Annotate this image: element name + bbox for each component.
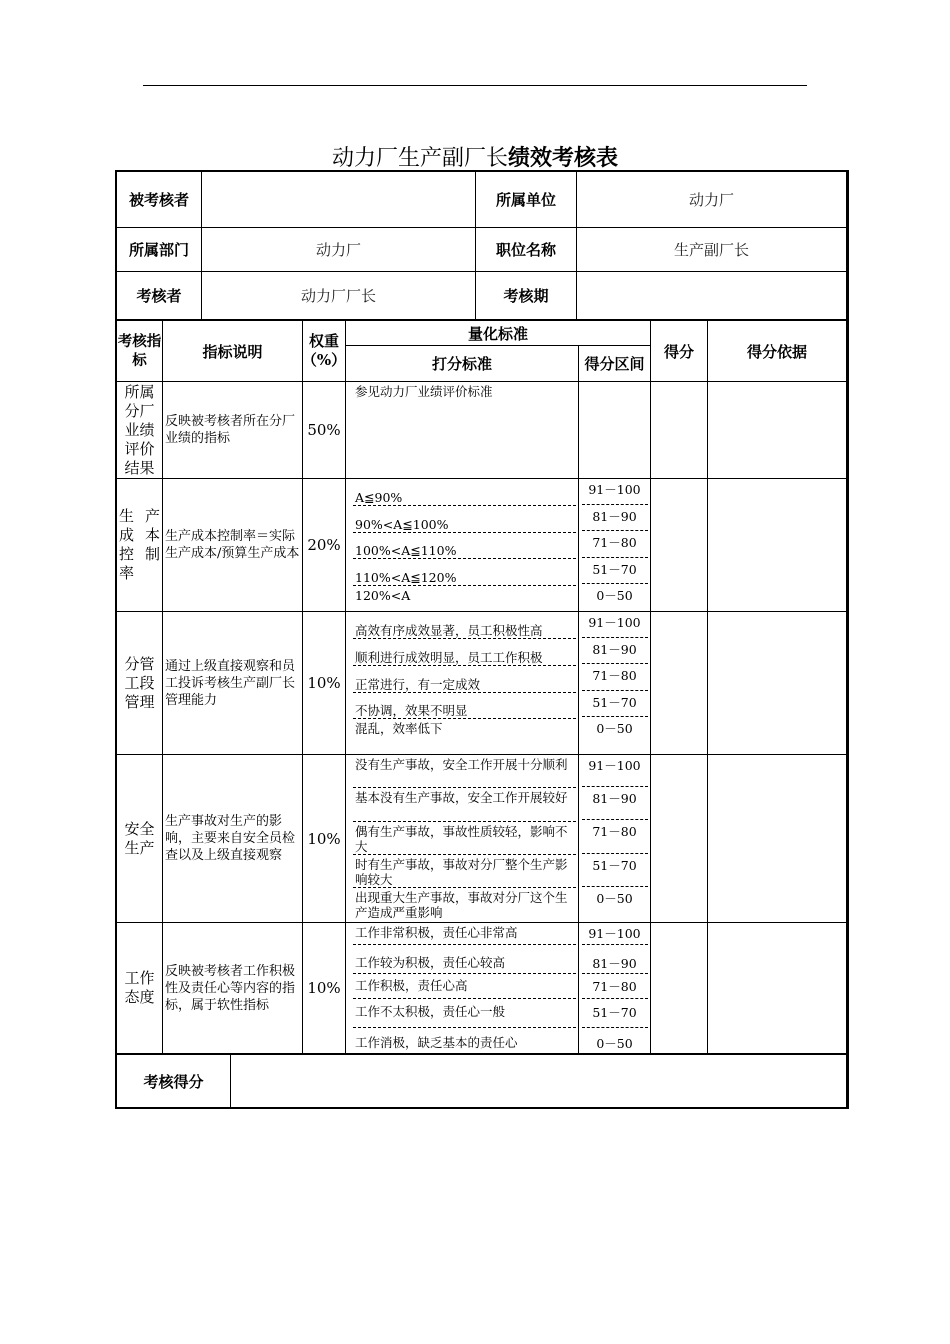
row-indicator: 工作态度 (124, 969, 155, 1006)
title-main: 动力厂生产副厂长 (331, 146, 508, 171)
title-emphasis: 绩效考核表 (508, 145, 619, 171)
basis-cell[interactable] (708, 612, 846, 754)
range-item: 71－80 (592, 668, 637, 683)
row-weight: 10% (307, 829, 341, 848)
unit-value: 动力厂 (688, 191, 734, 209)
row-weight: 20% (307, 536, 341, 554)
row-description: 生产事故对生产的影响，主要来自安全员检查以及上级直接观察 (165, 814, 296, 863)
row-indicator: 生产成本控制率 (119, 507, 160, 582)
criteria-item: 顺利进行成效明显，员工工作积极 (355, 650, 543, 665)
criteria-item: 高效有序成效显著，员工积极性高 (355, 623, 543, 638)
range-item: 0－50 (596, 891, 633, 906)
row-indicator: 所属分厂业绩评价结果 (124, 382, 155, 477)
range-item: 91－100 (588, 482, 641, 497)
row-weight: 10% (307, 979, 341, 997)
criteria-item: 基本没有生产事故，安全工作开展较好 (355, 790, 568, 805)
range-item: 81－90 (592, 642, 637, 657)
score-cell[interactable] (651, 382, 707, 478)
criteria-item: 参见动力厂业绩评价标准 (355, 384, 493, 399)
range-item: 0－50 (596, 721, 633, 736)
row-description: 反映被考核者所在分厂业绩的指标 (165, 414, 296, 446)
range-item: 81－90 (592, 956, 637, 971)
score-cell[interactable] (651, 612, 707, 754)
basis-cell[interactable] (708, 755, 846, 922)
header-range: 得分区间 (584, 355, 645, 373)
score-cell[interactable] (651, 923, 707, 1053)
total-score-field[interactable] (231, 1055, 846, 1107)
range-item: 51－70 (592, 562, 637, 577)
header-basis: 得分依据 (746, 342, 807, 361)
criteria-item: 时有生产事故，事故对分厂整个生产影响较大 (355, 857, 568, 887)
range-item: 51－70 (592, 695, 637, 710)
assessee-field[interactable] (202, 172, 475, 227)
position-value: 生产副厂长 (673, 241, 749, 259)
assessee-label: 被考核者 (128, 191, 189, 209)
header-weight: 权重（%） (301, 332, 347, 369)
row-weight: 50% (307, 421, 341, 439)
assessor-value: 动力厂厂长 (300, 287, 376, 305)
row-indicator: 安全生产 (124, 819, 155, 857)
row-description: 生产成本控制率＝实际生产成本/预算生产成本 (165, 529, 300, 561)
row-description: 反映被考核者工作积极性及责任心等内容的指标，属于软性指标 (165, 963, 296, 1013)
header-criteria: 打分标准 (431, 355, 492, 373)
unit-label: 所属单位 (495, 191, 556, 209)
range-item: 91－100 (588, 615, 641, 630)
basis-cell[interactable] (708, 923, 846, 1053)
header-score: 得分 (663, 342, 694, 361)
period-field[interactable] (577, 272, 846, 319)
range-item: 81－90 (592, 791, 637, 806)
criteria-item: 工作较为积极，责任心较高 (355, 955, 506, 970)
range-item: 51－70 (592, 858, 637, 873)
score-cell[interactable] (651, 755, 707, 922)
range-item: 71－80 (592, 979, 637, 994)
range-item: 71－80 (592, 535, 637, 550)
header-description: 指标说明 (202, 342, 263, 361)
criteria-item: 110%<A≦120% (355, 570, 457, 585)
criteria-item: 出现重大生产事故，事故对分厂这个生产造成严重影响 (355, 890, 568, 920)
total-score-label: 考核得分 (143, 1072, 204, 1091)
criteria-item: 90%<A≦100% (355, 517, 449, 532)
range-item: 91－100 (588, 926, 641, 941)
header-indicator: 考核指标 (117, 333, 162, 369)
criteria-item: 工作非常积极，责任心非常高 (355, 925, 518, 940)
dept-value: 动力厂 (315, 241, 361, 259)
dept-label: 所属部门 (128, 241, 189, 259)
criteria-item: 工作不太积极，责任心一般 (355, 1004, 506, 1019)
criteria-item: 没有生产事故，安全工作开展十分顺利 (355, 757, 568, 772)
criteria-item: 100%<A≦110% (355, 543, 457, 558)
period-label: 考核期 (503, 287, 549, 305)
basis-cell[interactable] (708, 479, 846, 611)
range-item: 0－50 (596, 1036, 633, 1051)
criteria-item: 工作积极，责任心高 (355, 978, 468, 993)
range-item: 91－100 (588, 758, 641, 773)
position-label: 职位名称 (495, 241, 556, 259)
range-item: 51－70 (592, 1005, 637, 1020)
score-cell[interactable] (651, 479, 707, 611)
criteria-item: A≦90% (355, 490, 403, 505)
row-indicator: 分管工段管理 (124, 654, 155, 711)
range-item: 71－80 (592, 824, 637, 839)
row-weight: 10% (307, 674, 341, 692)
assessor-label: 考核者 (136, 287, 182, 305)
criteria-item: 工作消极，缺乏基本的责任心 (355, 1035, 518, 1050)
criteria-item: 120%<A (355, 588, 411, 603)
criteria-item: 不协调，效果不明显 (355, 703, 468, 718)
criteria-item: 偶有生产事故，事故性质较轻，影响不大 (355, 824, 568, 854)
criteria-item: 混乱，效率低下 (355, 721, 443, 736)
header-rule (143, 85, 807, 86)
range-item: 0－50 (596, 588, 633, 603)
range-item: 81－90 (592, 509, 637, 524)
header-quant-standard: 量化标准 (467, 324, 528, 343)
basis-cell[interactable] (708, 382, 846, 478)
row-description: 通过上级直接观察和员工投诉考核生产副厂长管理能力 (165, 658, 296, 708)
criteria-item: 正常进行，有一定成效 (355, 677, 481, 692)
